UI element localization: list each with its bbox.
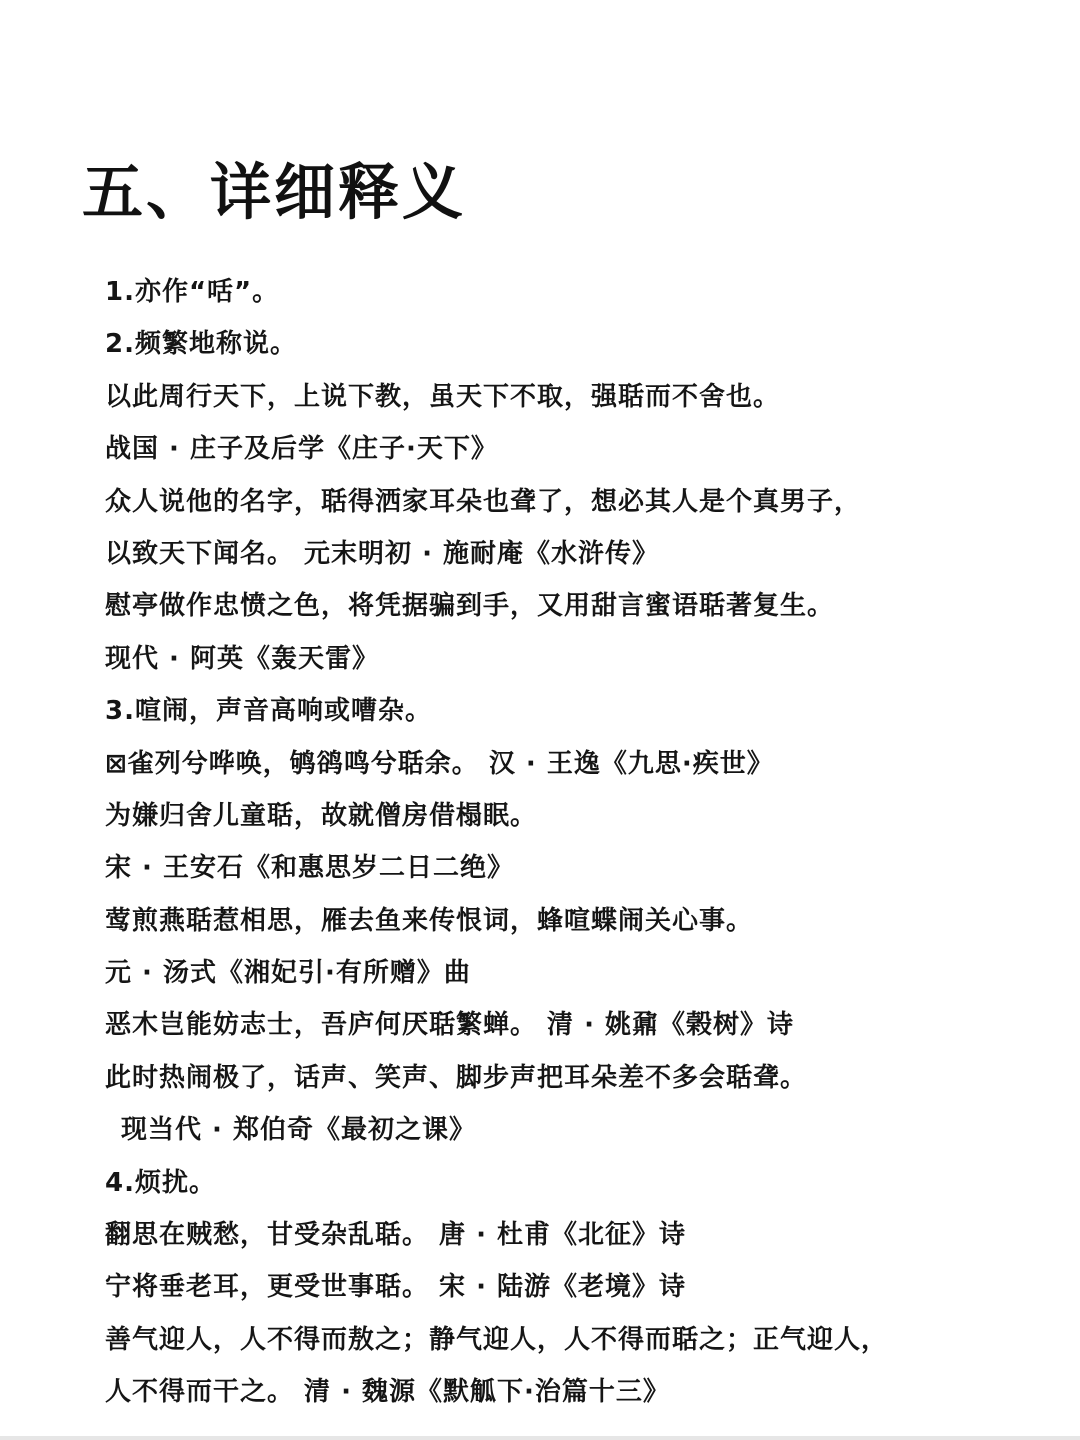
definition-content [105,266,1055,1419]
page-title: 五、详细释义 [82,157,467,228]
source-line: 元 · 汤式《湘妃引·有所赠》曲 [105,958,471,989]
source-line: 现当代 · 郑伯奇《最初之课》 [121,1115,476,1146]
quote-line: 莺煎燕聒惹相思，雁去鱼来传恨词，蜂喧蝶闹关心事。 [105,905,754,936]
quote-line: 为嫌归舍儿童聒，故就僧房借榻眠。 [105,800,538,831]
quote-line: 慰亭做作忠愤之色，将凭据骗到手，又用甜言蜜语聒著复生。 [105,591,835,622]
quote-source-line: 人不得而干之。 清 · 魏源《默觚下·治篇十三》 [105,1377,670,1408]
quote-source-line: 以致天下闻名。 元末明初 · 施耐庵《水浒传》 [105,538,660,569]
quote-line: 善气迎人，人不得而敖之；静气迎人，人不得而聒之；正气迎人， [105,1324,889,1355]
quote-line: 众人说他的名字，聒得洒家耳朵也聋了，想必其人是个真男子， [105,486,862,517]
quote-line: 以此周行天下，上说下教，虽天下不取，强聒而不舍也。 [105,381,781,412]
quote-source-line: 恶木岂能妨志士，吾庐何厌聒繁蝉。 清 · 姚鼐《榖树》诗 [105,1010,795,1041]
source-line: 宋 · 王安石《和惠思岁二日二绝》 [105,853,514,884]
source-line: 战国 · 庄子及后学《庄子·天下》 [105,434,498,465]
definition-line: 1.亦作“咶”。 [105,277,280,307]
definition-line: 3.喧闹，声音高响或嘈杂。 [105,696,432,727]
quote-source-line: ⊠雀列兮哗唤，鸲鹆鸣兮聒余。 汉 · 王逸《九思·疾世》 [105,748,774,779]
bottom-divider [0,1436,1080,1440]
quote-source-line: 翻思在贼愁，甘受杂乱聒。 唐 · 杜甫《北征》诗 [105,1220,687,1251]
quote-line: 此时热闹极了，话声、笑声、脚步声把耳朵差不多会聒聋。 [105,1062,808,1093]
definition-line: 4.烦扰。 [105,1167,216,1198]
source-line: 现代 · 阿英《轰天雷》 [105,643,379,674]
quote-source-line: 宁将垂老耳，更受世事聒。 宋 · 陆游《老境》诗 [105,1272,687,1303]
definition-line: 2.频繁地称说。 [105,329,297,360]
